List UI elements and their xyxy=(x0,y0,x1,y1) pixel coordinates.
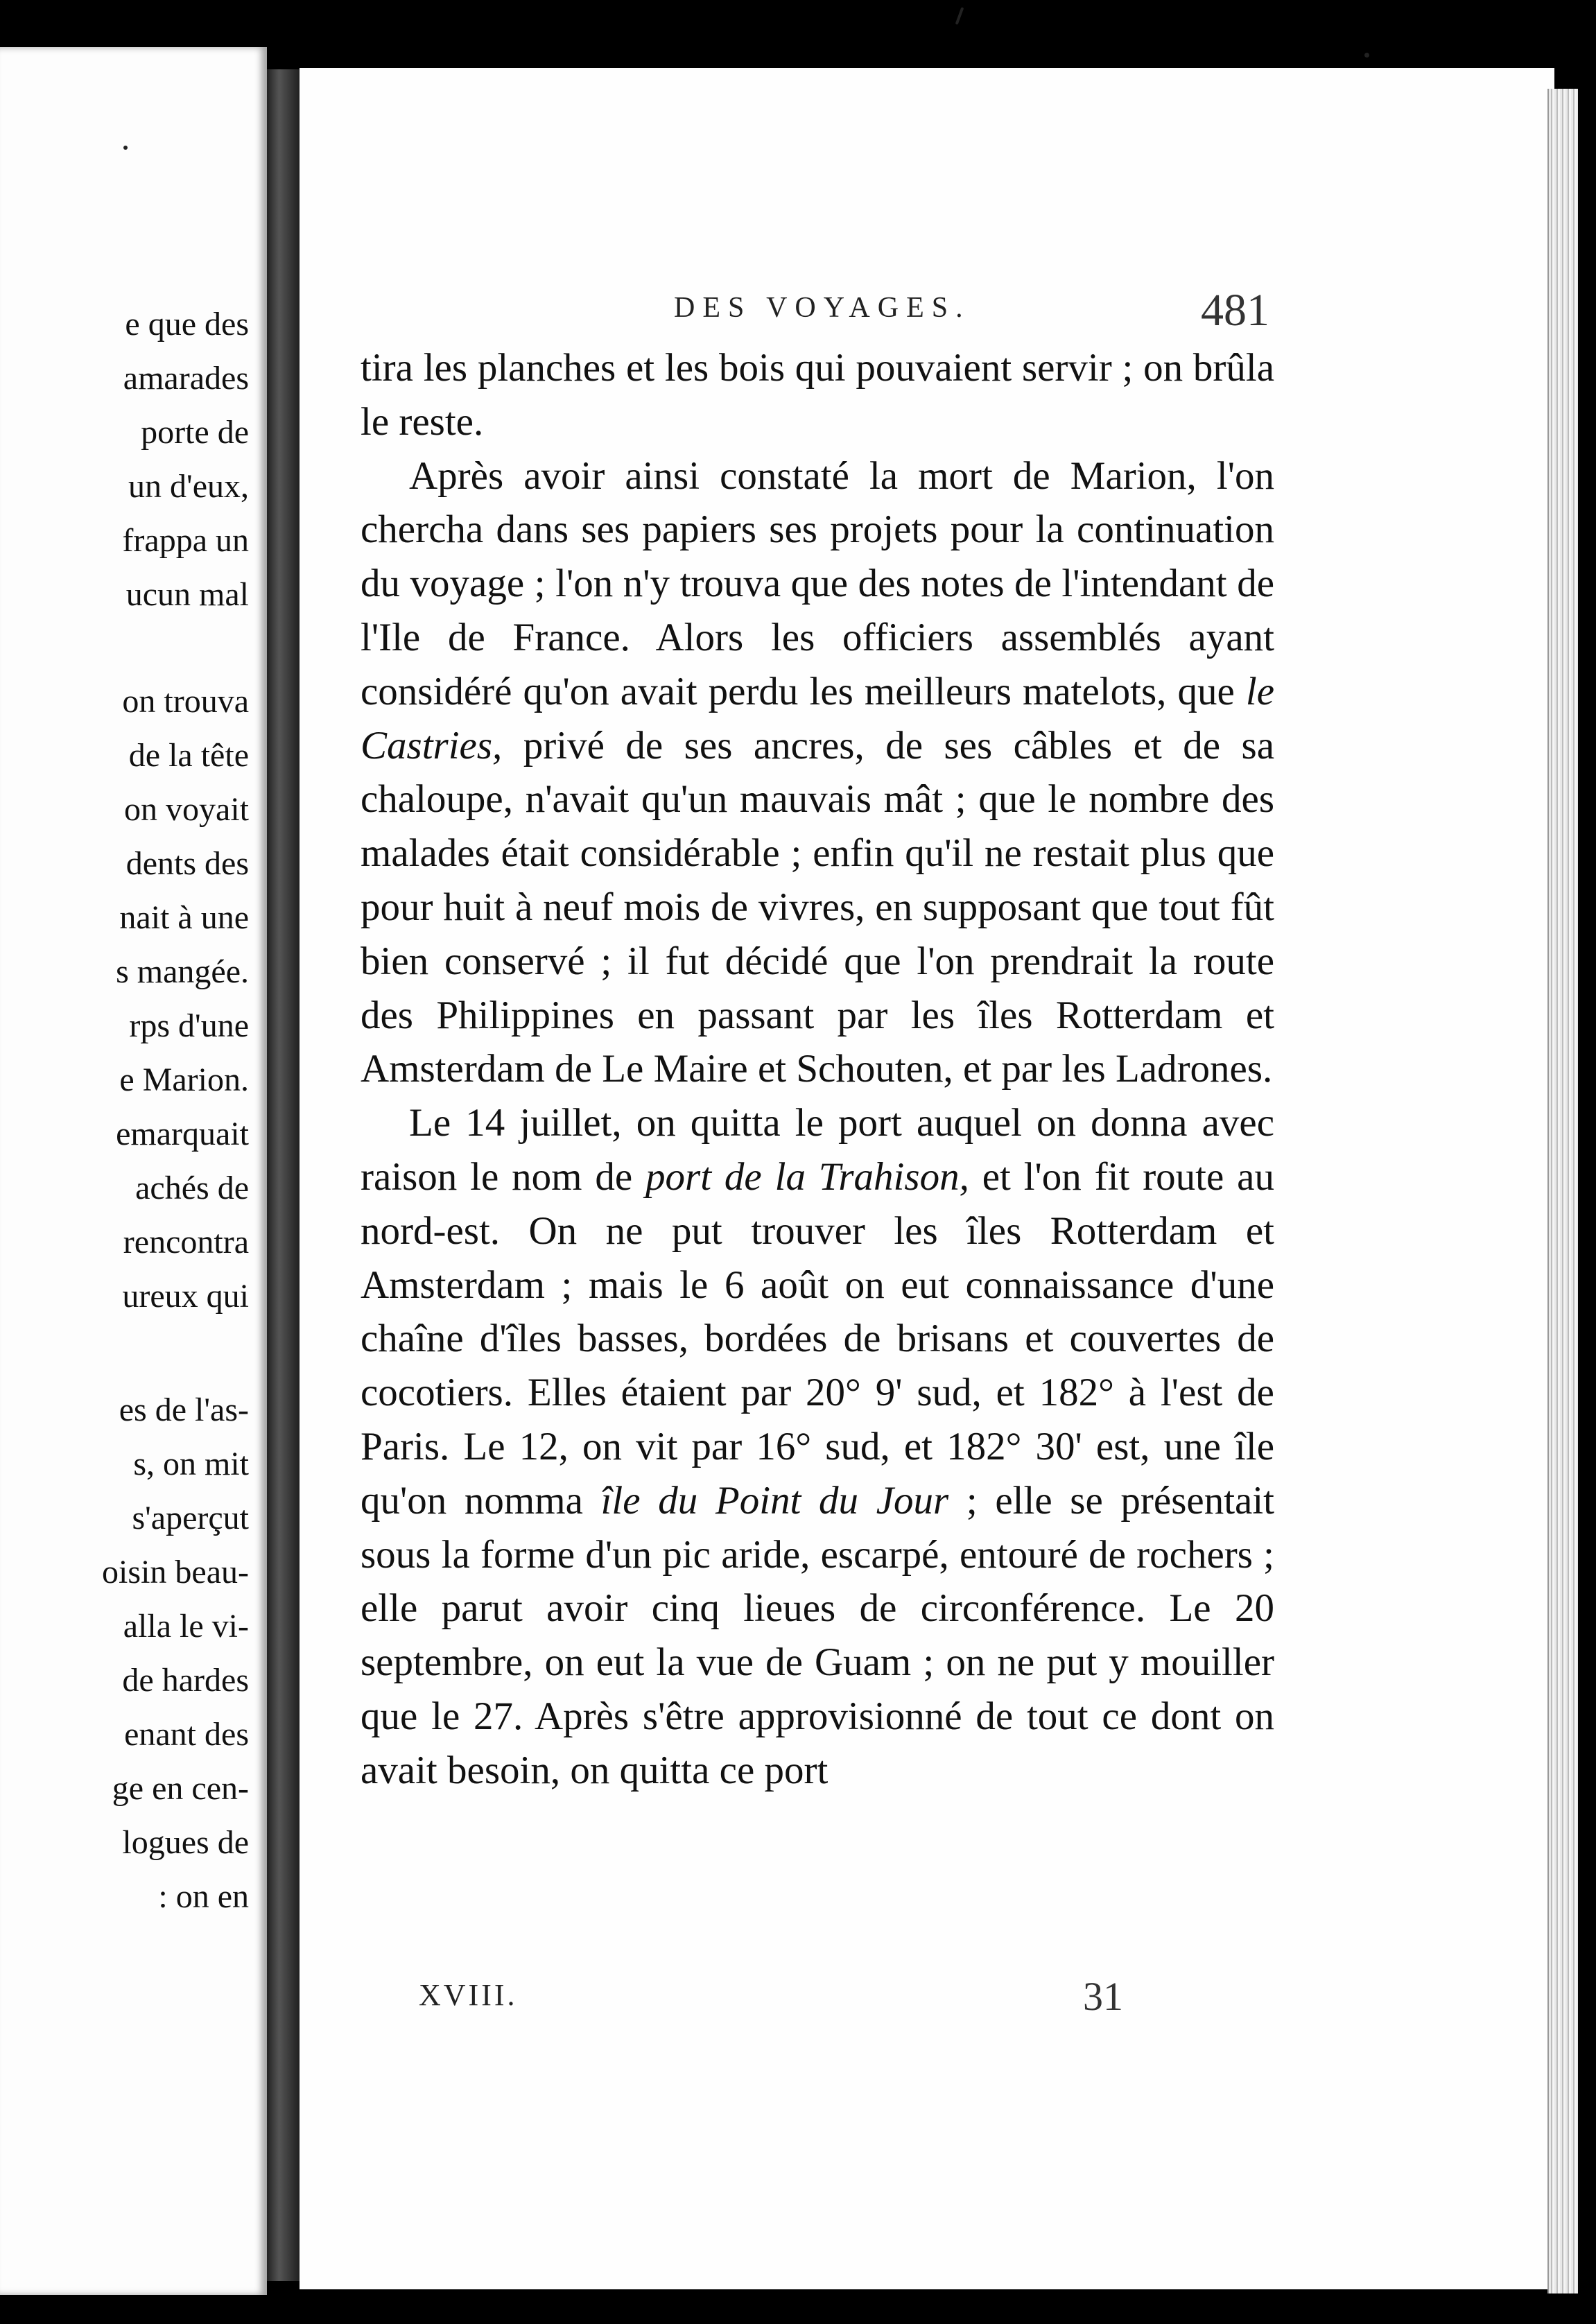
left-line: rps d'une xyxy=(129,1007,249,1044)
paragraph-text: et l'on fit route au nord-est. On ne put trouver les îles Rotterdam et Amsterdam ; mais le 6 août on eut connaissance d'une chaîne d'îles basses, bordées de brisans et couvertes de cocotiers. Elles étaient par 20° 9' sud, et 182° à l'est de Paris. Le 12, on vit par 16° sud, et 182° 30' est, une île qu'on nomma xyxy=(361,1154,1274,1523)
sheet-number: 31 xyxy=(1083,1974,1123,2019)
main-text xyxy=(361,341,1274,1798)
paragraph-text: privé de ses ancres, de ses câbles et de sa chaloupe, n'avait qu'un mauvais mât ; que le nombre des malades était considérable ; enfin qu'il ne restait plus que pour huit à neuf mois de vivres, en supposant que tout fût bien conservé ; il fut décidé que l'on prendrait la route des Philippines en passant par les îles Rotterdam et Amsterdam de Le Maire et Schouten, et par les Ladrones. xyxy=(361,723,1274,1091)
left-line: emarquait xyxy=(116,1116,249,1152)
left-line: de hardes xyxy=(122,1662,249,1699)
left-line: logues de xyxy=(122,1824,249,1861)
page-number: 481 xyxy=(1201,285,1269,336)
left-line: ge en cen- xyxy=(112,1770,249,1807)
left-line: es de l'as- xyxy=(119,1391,249,1428)
paragraph xyxy=(361,449,1274,1097)
left-line: nait à une xyxy=(119,899,249,936)
left-line: porte de xyxy=(141,414,249,451)
left-line: on trouva xyxy=(122,683,249,720)
page-edges xyxy=(1547,89,1578,2293)
left-line: s mangée. xyxy=(116,953,249,990)
left-line: : on en xyxy=(158,1878,249,1915)
left-line: s'aperçut xyxy=(132,1500,249,1536)
left-line: rencontra xyxy=(123,1224,249,1260)
scan-speck xyxy=(1364,53,1369,58)
left-line: de la tête xyxy=(128,737,249,774)
left-line: enant des xyxy=(124,1716,249,1753)
scan-speck xyxy=(123,146,128,150)
left-line: amarades xyxy=(123,360,249,397)
running-head: DES VOYAGES. xyxy=(674,292,971,324)
signature-mark: XVIII. xyxy=(419,1978,518,2012)
port-name: port de la Trahison, xyxy=(645,1154,969,1199)
left-line: ucun mal xyxy=(125,576,249,613)
paragraph xyxy=(361,1096,1274,1797)
facing-page-left xyxy=(0,47,267,2295)
left-line: e que des xyxy=(125,306,249,342)
left-line: achés de xyxy=(135,1170,249,1206)
paragraph-text: Après avoir ainsi constaté la mort de Marion, l'on chercha dans ses papiers ses projets pour la continuation du voyage ; l'on n'y trouva que des notes de l'intendant de l'Ile de France. Alors les officiers assemblés ayant considéré qu'on avait perdu les meilleurs matelots, que xyxy=(361,453,1274,713)
left-line: alla le vi- xyxy=(123,1608,249,1645)
paragraph-text: ; elle se présentait sous la forme d'un pic aride, escarpé, entouré de rochers ; elle parut avoir cinq lieues de circonférence. Le 20 septembre, on eut la vue de Guam ; on ne put y mouiller que le 27. Après s'être approvisionné de tout ce dont on avait besoin, on quitta ce port xyxy=(361,1478,1274,1792)
paragraph-text: Le 14 juillet, on quitta le port auquel on donna avec raison le nom de xyxy=(361,1101,1274,1199)
left-line: un d'eux, xyxy=(128,468,249,505)
left-line: s, on mit xyxy=(133,1446,249,1482)
book-gutter xyxy=(267,69,302,2281)
ship-name: le Castries, xyxy=(361,669,1274,768)
left-line: frappa un xyxy=(122,522,249,559)
left-line: dents des xyxy=(125,845,249,882)
left-line: oisin beau- xyxy=(102,1554,249,1590)
island-name: île du Point du Jour xyxy=(600,1478,949,1523)
left-line: e Marion. xyxy=(119,1061,249,1098)
left-line: on voyait xyxy=(124,791,249,828)
scan-speck xyxy=(955,7,964,25)
paragraph: tira les planches et les bois qui pouvaient servir ; on brûla le reste. xyxy=(361,346,1274,444)
left-line: ureux qui xyxy=(122,1278,249,1315)
